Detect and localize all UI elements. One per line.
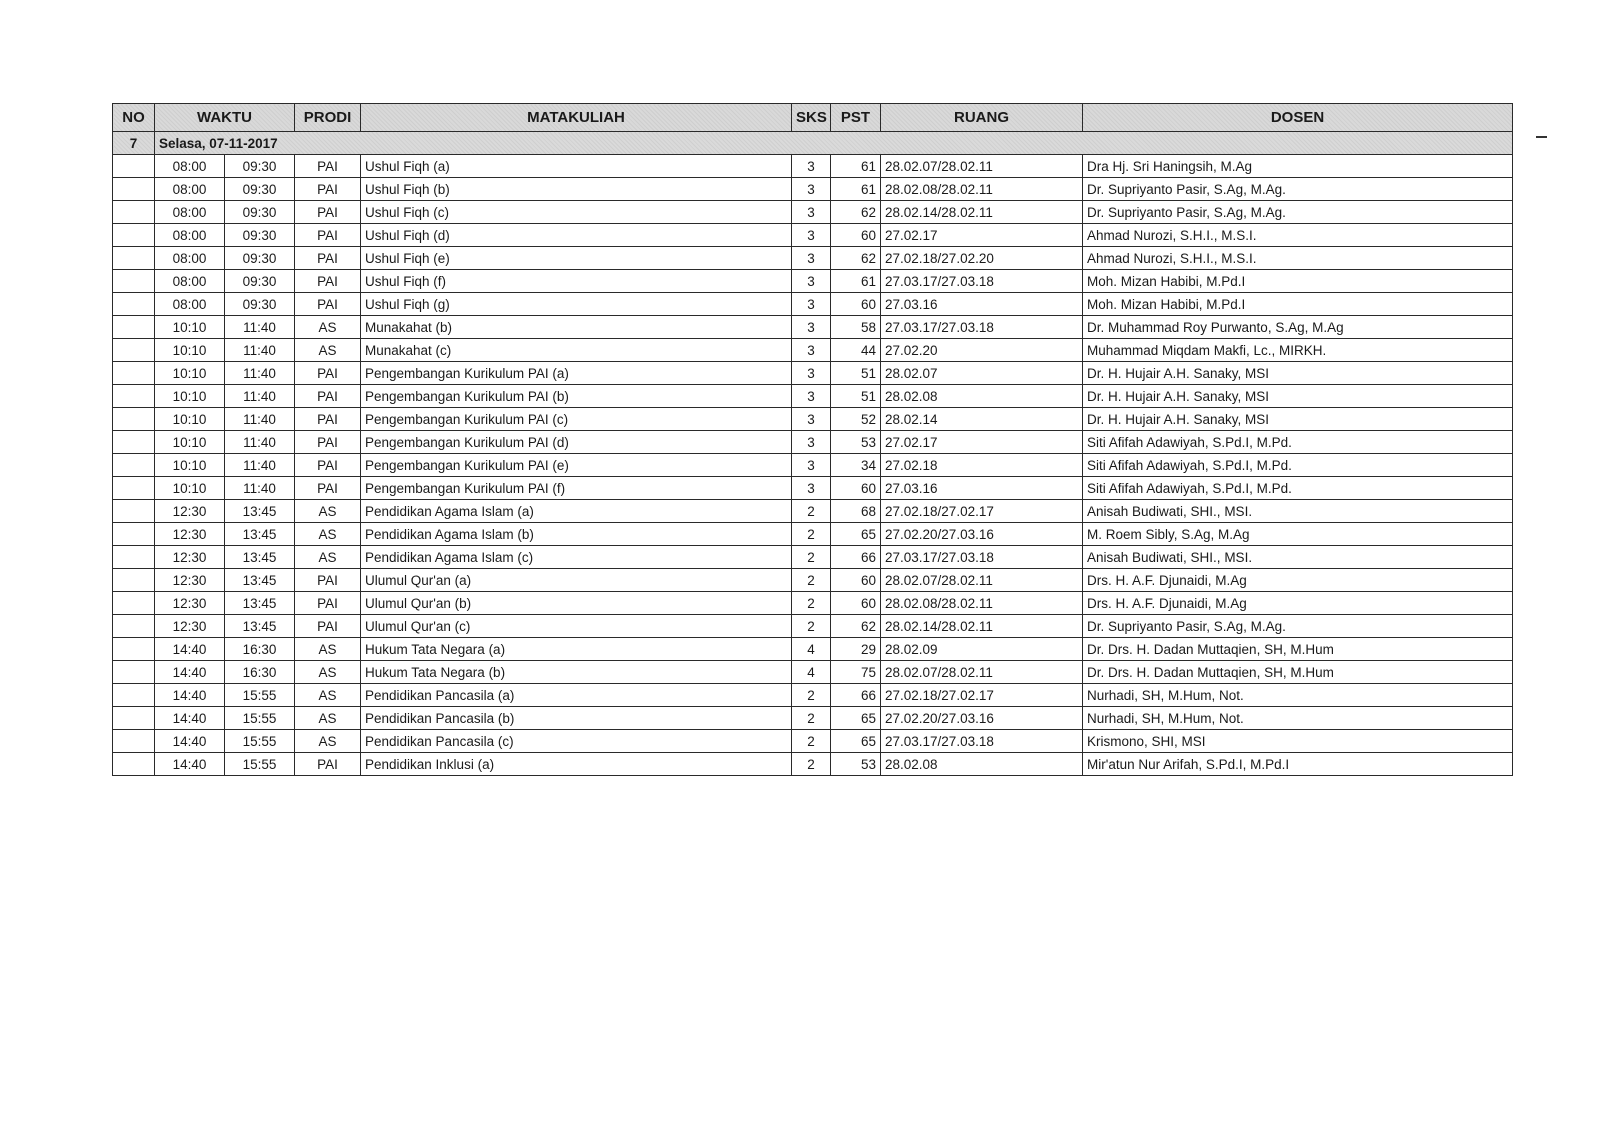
cell-end-time: 09:30 — [225, 270, 295, 293]
cell-matakuliah: Ushul Fiqh (c) — [361, 201, 792, 224]
cell-ruang: 27.03.17/27.03.18 — [881, 316, 1083, 339]
cell-end-time: 15:55 — [225, 707, 295, 730]
cell-sks: 3 — [792, 477, 831, 500]
cell-pst: 53 — [831, 753, 881, 776]
cell-dosen: M. Roem Sibly, S.Ag, M.Ag — [1083, 523, 1513, 546]
cell-start-time: 08:00 — [155, 293, 225, 316]
table-row — [113, 500, 1513, 523]
cell-end-time: 15:55 — [225, 684, 295, 707]
cell-prodi: PAI — [295, 592, 361, 615]
cell-pst: 61 — [831, 155, 881, 178]
table-row — [113, 316, 1513, 339]
cell-pst: 60 — [831, 477, 881, 500]
cell-dosen: Nurhadi, SH, M.Hum, Not. — [1083, 707, 1513, 730]
day-number: 7 — [113, 132, 155, 155]
cell-sks: 2 — [792, 615, 831, 638]
cell-dosen: Moh. Mizan Habibi, M.Pd.I — [1083, 270, 1513, 293]
day-row — [113, 132, 1513, 155]
cell-sks: 3 — [792, 431, 831, 454]
cell-pst: 29 — [831, 638, 881, 661]
cell-start-time: 08:00 — [155, 155, 225, 178]
cell-start-time: 08:00 — [155, 247, 225, 270]
cell-dosen: Anisah Budiwati, SHI., MSI. — [1083, 500, 1513, 523]
cell-prodi: PAI — [295, 615, 361, 638]
cell-dosen: Dr. Supriyanto Pasir, S.Ag, M.Ag. — [1083, 615, 1513, 638]
cell-matakuliah: Ushul Fiqh (e) — [361, 247, 792, 270]
cell-no — [113, 224, 155, 247]
cell-prodi: AS — [295, 523, 361, 546]
cell-pst: 61 — [831, 270, 881, 293]
cell-no — [113, 178, 155, 201]
cell-matakuliah: Ushul Fiqh (a) — [361, 155, 792, 178]
cell-pst: 60 — [831, 293, 881, 316]
cell-ruang: 27.02.20 — [881, 339, 1083, 362]
cell-end-time: 09:30 — [225, 247, 295, 270]
day-label: Selasa, 07-11-2017 — [155, 132, 1513, 155]
cell-sks: 2 — [792, 500, 831, 523]
cell-end-time: 09:30 — [225, 155, 295, 178]
cell-matakuliah: Pendidikan Pancasila (c) — [361, 730, 792, 753]
cell-ruang: 27.02.18/27.02.20 — [881, 247, 1083, 270]
cell-matakuliah: Pendidikan Pancasila (b) — [361, 707, 792, 730]
cell-pst: 65 — [831, 707, 881, 730]
cell-dosen: Siti Afifah Adawiyah, S.Pd.I, M.Pd. — [1083, 431, 1513, 454]
cell-no — [113, 638, 155, 661]
cell-ruang: 28.02.14 — [881, 408, 1083, 431]
table-row — [113, 431, 1513, 454]
cell-start-time: 14:40 — [155, 753, 225, 776]
cell-pst: 52 — [831, 408, 881, 431]
cell-ruang: 27.02.17 — [881, 224, 1083, 247]
header-matakuliah: MATAKULIAH — [361, 104, 792, 132]
cell-sks: 2 — [792, 753, 831, 776]
cell-dosen: Dr. Supriyanto Pasir, S.Ag, M.Ag. — [1083, 178, 1513, 201]
cell-matakuliah: Pendidikan Inklusi (a) — [361, 753, 792, 776]
cell-dosen: Drs. H. A.F. Djunaidi, M.Ag — [1083, 592, 1513, 615]
table-row — [113, 753, 1513, 776]
cell-matakuliah: Pengembangan Kurikulum PAI (c) — [361, 408, 792, 431]
table-row — [113, 385, 1513, 408]
cell-sks: 3 — [792, 201, 831, 224]
header-waktu: WAKTU — [155, 104, 295, 132]
cell-matakuliah: Pendidikan Agama Islam (a) — [361, 500, 792, 523]
cell-end-time: 15:55 — [225, 753, 295, 776]
cell-ruang: 27.02.18/27.02.17 — [881, 500, 1083, 523]
cell-no — [113, 615, 155, 638]
cell-dosen: Dr. H. Hujair A.H. Sanaky, MSI — [1083, 408, 1513, 431]
cell-pst: 44 — [831, 339, 881, 362]
cell-no — [113, 500, 155, 523]
cell-end-time: 15:55 — [225, 730, 295, 753]
cell-start-time: 14:40 — [155, 638, 225, 661]
cell-pst: 51 — [831, 362, 881, 385]
cell-end-time: 09:30 — [225, 224, 295, 247]
cell-no — [113, 293, 155, 316]
schedule-sheet — [112, 103, 1512, 776]
cell-dosen: Anisah Budiwati, SHI., MSI. — [1083, 546, 1513, 569]
cell-start-time: 10:10 — [155, 477, 225, 500]
table-row — [113, 362, 1513, 385]
table-row — [113, 523, 1513, 546]
cell-dosen: Dr. H. Hujair A.H. Sanaky, MSI — [1083, 385, 1513, 408]
cell-prodi: AS — [295, 730, 361, 753]
cell-prodi: AS — [295, 546, 361, 569]
cell-end-time: 09:30 — [225, 178, 295, 201]
cell-matakuliah: Pengembangan Kurikulum PAI (f) — [361, 477, 792, 500]
cell-start-time: 08:00 — [155, 270, 225, 293]
cell-dosen: Ahmad Nurozi, S.H.I., M.S.I. — [1083, 224, 1513, 247]
cell-sks: 3 — [792, 385, 831, 408]
cell-no — [113, 431, 155, 454]
cell-prodi: AS — [295, 684, 361, 707]
cell-ruang: 27.03.17/27.03.18 — [881, 546, 1083, 569]
table-row — [113, 615, 1513, 638]
cell-start-time: 10:10 — [155, 339, 225, 362]
cell-pst: 34 — [831, 454, 881, 477]
cell-prodi: PAI — [295, 477, 361, 500]
cell-dosen: Dr. Supriyanto Pasir, S.Ag, M.Ag. — [1083, 201, 1513, 224]
cell-no — [113, 707, 155, 730]
cell-prodi: AS — [295, 500, 361, 523]
cell-ruang: 28.02.07/28.02.11 — [881, 155, 1083, 178]
cell-end-time: 13:45 — [225, 546, 295, 569]
cell-ruang: 28.02.09 — [881, 638, 1083, 661]
cell-sks: 3 — [792, 339, 831, 362]
cell-prodi: PAI — [295, 247, 361, 270]
cell-pst: 53 — [831, 431, 881, 454]
cell-pst: 62 — [831, 615, 881, 638]
cell-sks: 3 — [792, 178, 831, 201]
cell-sks: 2 — [792, 523, 831, 546]
cell-pst: 68 — [831, 500, 881, 523]
cell-end-time: 16:30 — [225, 661, 295, 684]
margin-mark — [1536, 136, 1547, 138]
cell-start-time: 10:10 — [155, 316, 225, 339]
header-row — [113, 104, 1513, 132]
table-row — [113, 569, 1513, 592]
cell-no — [113, 523, 155, 546]
cell-dosen: Mir'atun Nur Arifah, S.Pd.I, M.Pd.I — [1083, 753, 1513, 776]
cell-pst: 58 — [831, 316, 881, 339]
cell-prodi: PAI — [295, 293, 361, 316]
cell-end-time: 11:40 — [225, 385, 295, 408]
cell-start-time: 10:10 — [155, 362, 225, 385]
cell-no — [113, 247, 155, 270]
cell-matakuliah: Pendidikan Agama Islam (b) — [361, 523, 792, 546]
cell-sks: 3 — [792, 362, 831, 385]
cell-end-time: 13:45 — [225, 569, 295, 592]
table-row — [113, 546, 1513, 569]
table-row — [113, 155, 1513, 178]
cell-matakuliah: Pengembangan Kurikulum PAI (d) — [361, 431, 792, 454]
cell-sks: 2 — [792, 707, 831, 730]
cell-ruang: 27.02.18/27.02.17 — [881, 684, 1083, 707]
cell-ruang: 28.02.08/28.02.11 — [881, 592, 1083, 615]
table-row — [113, 638, 1513, 661]
cell-start-time: 08:00 — [155, 224, 225, 247]
cell-sks: 3 — [792, 155, 831, 178]
cell-start-time: 12:30 — [155, 615, 225, 638]
cell-end-time: 09:30 — [225, 201, 295, 224]
cell-sks: 3 — [792, 454, 831, 477]
cell-prodi: PAI — [295, 178, 361, 201]
table-row — [113, 661, 1513, 684]
cell-sks: 2 — [792, 569, 831, 592]
cell-matakuliah: Pendidikan Pancasila (a) — [361, 684, 792, 707]
cell-no — [113, 270, 155, 293]
cell-prodi: AS — [295, 707, 361, 730]
cell-no — [113, 592, 155, 615]
cell-ruang: 28.02.07 — [881, 362, 1083, 385]
cell-dosen: Ahmad Nurozi, S.H.I., M.S.I. — [1083, 247, 1513, 270]
cell-pst: 62 — [831, 247, 881, 270]
cell-matakuliah: Pendidikan Agama Islam (c) — [361, 546, 792, 569]
cell-dosen: Moh. Mizan Habibi, M.Pd.I — [1083, 293, 1513, 316]
cell-ruang: 27.02.17 — [881, 431, 1083, 454]
header-dosen: DOSEN — [1083, 104, 1513, 132]
cell-start-time: 14:40 — [155, 684, 225, 707]
cell-pst: 61 — [831, 178, 881, 201]
schedule-body — [113, 132, 1513, 776]
cell-no — [113, 362, 155, 385]
cell-no — [113, 569, 155, 592]
cell-no — [113, 730, 155, 753]
cell-prodi: PAI — [295, 270, 361, 293]
cell-dosen: Dr. Drs. H. Dadan Muttaqien, SH, M.Hum — [1083, 661, 1513, 684]
cell-no — [113, 753, 155, 776]
table-row — [113, 224, 1513, 247]
cell-end-time: 11:40 — [225, 408, 295, 431]
cell-no — [113, 385, 155, 408]
cell-start-time: 14:40 — [155, 730, 225, 753]
cell-sks: 3 — [792, 247, 831, 270]
cell-dosen: Dra Hj. Sri Haningsih, M.Ag — [1083, 155, 1513, 178]
cell-ruang: 27.02.20/27.03.16 — [881, 707, 1083, 730]
cell-pst: 51 — [831, 385, 881, 408]
cell-prodi: PAI — [295, 155, 361, 178]
table-row — [113, 201, 1513, 224]
cell-end-time: 11:40 — [225, 454, 295, 477]
cell-matakuliah: Munakahat (b) — [361, 316, 792, 339]
cell-prodi: AS — [295, 661, 361, 684]
cell-pst: 60 — [831, 592, 881, 615]
cell-sks: 2 — [792, 730, 831, 753]
cell-matakuliah: Pengembangan Kurikulum PAI (a) — [361, 362, 792, 385]
cell-no — [113, 546, 155, 569]
cell-ruang: 28.02.07/28.02.11 — [881, 569, 1083, 592]
cell-matakuliah: Ulumul Qur'an (a) — [361, 569, 792, 592]
cell-prodi: PAI — [295, 408, 361, 431]
cell-ruang: 28.02.07/28.02.11 — [881, 661, 1083, 684]
cell-matakuliah: Ushul Fiqh (f) — [361, 270, 792, 293]
cell-ruang: 28.02.14/28.02.11 — [881, 201, 1083, 224]
cell-matakuliah: Ushul Fiqh (d) — [361, 224, 792, 247]
cell-prodi: PAI — [295, 224, 361, 247]
cell-end-time: 11:40 — [225, 431, 295, 454]
cell-matakuliah: Pengembangan Kurikulum PAI (e) — [361, 454, 792, 477]
header-ruang: RUANG — [881, 104, 1083, 132]
table-row — [113, 730, 1513, 753]
cell-sks: 2 — [792, 592, 831, 615]
cell-matakuliah: Ulumul Qur'an (b) — [361, 592, 792, 615]
cell-no — [113, 408, 155, 431]
cell-no — [113, 201, 155, 224]
cell-matakuliah: Munakahat (c) — [361, 339, 792, 362]
cell-matakuliah: Hukum Tata Negara (a) — [361, 638, 792, 661]
table-row — [113, 684, 1513, 707]
cell-start-time: 12:30 — [155, 500, 225, 523]
cell-prodi: PAI — [295, 753, 361, 776]
cell-start-time: 12:30 — [155, 523, 225, 546]
cell-start-time: 08:00 — [155, 178, 225, 201]
cell-start-time: 14:40 — [155, 707, 225, 730]
cell-pst: 60 — [831, 569, 881, 592]
cell-prodi: PAI — [295, 569, 361, 592]
cell-pst: 65 — [831, 730, 881, 753]
cell-dosen: Nurhadi, SH, M.Hum, Not. — [1083, 684, 1513, 707]
cell-sks: 3 — [792, 408, 831, 431]
cell-end-time: 13:45 — [225, 500, 295, 523]
cell-matakuliah: Pengembangan Kurikulum PAI (b) — [361, 385, 792, 408]
cell-ruang: 27.03.17/27.03.18 — [881, 730, 1083, 753]
table-row — [113, 293, 1513, 316]
cell-sks: 3 — [792, 316, 831, 339]
cell-no — [113, 339, 155, 362]
cell-prodi: AS — [295, 316, 361, 339]
cell-sks: 3 — [792, 224, 831, 247]
cell-pst: 62 — [831, 201, 881, 224]
cell-prodi: AS — [295, 339, 361, 362]
cell-sks: 4 — [792, 638, 831, 661]
cell-pst: 66 — [831, 684, 881, 707]
cell-prodi: PAI — [295, 454, 361, 477]
cell-pst: 60 — [831, 224, 881, 247]
table-row — [113, 339, 1513, 362]
header-prodi: PRODI — [295, 104, 361, 132]
cell-prodi: PAI — [295, 201, 361, 224]
cell-end-time: 16:30 — [225, 638, 295, 661]
cell-dosen: Dr. Drs. H. Dadan Muttaqien, SH, M.Hum — [1083, 638, 1513, 661]
cell-sks: 2 — [792, 546, 831, 569]
cell-ruang: 28.02.08 — [881, 753, 1083, 776]
schedule-table — [112, 103, 1513, 776]
cell-dosen: Drs. H. A.F. Djunaidi, M.Ag — [1083, 569, 1513, 592]
cell-no — [113, 684, 155, 707]
cell-start-time: 10:10 — [155, 385, 225, 408]
cell-start-time: 08:00 — [155, 201, 225, 224]
cell-sks: 2 — [792, 684, 831, 707]
cell-dosen: Dr. H. Hujair A.H. Sanaky, MSI — [1083, 362, 1513, 385]
cell-ruang: 27.03.16 — [881, 477, 1083, 500]
cell-dosen: Dr. Muhammad Roy Purwanto, S.Ag, M.Ag — [1083, 316, 1513, 339]
cell-ruang: 27.02.18 — [881, 454, 1083, 477]
cell-ruang: 28.02.14/28.02.11 — [881, 615, 1083, 638]
cell-prodi: PAI — [295, 431, 361, 454]
cell-end-time: 13:45 — [225, 615, 295, 638]
cell-pst: 66 — [831, 546, 881, 569]
cell-start-time: 10:10 — [155, 408, 225, 431]
cell-ruang: 27.02.20/27.03.16 — [881, 523, 1083, 546]
cell-ruang: 27.03.16 — [881, 293, 1083, 316]
table-row — [113, 454, 1513, 477]
cell-no — [113, 454, 155, 477]
table-row — [113, 178, 1513, 201]
cell-start-time: 12:30 — [155, 546, 225, 569]
cell-end-time: 11:40 — [225, 362, 295, 385]
cell-sks: 4 — [792, 661, 831, 684]
cell-end-time: 11:40 — [225, 316, 295, 339]
cell-start-time: 12:30 — [155, 569, 225, 592]
cell-dosen: Muhammad Miqdam Makfi, Lc., MIRKH. — [1083, 339, 1513, 362]
cell-no — [113, 661, 155, 684]
cell-prodi: PAI — [295, 385, 361, 408]
cell-sks: 3 — [792, 270, 831, 293]
cell-dosen: Siti Afifah Adawiyah, S.Pd.I, M.Pd. — [1083, 454, 1513, 477]
cell-ruang: 28.02.08 — [881, 385, 1083, 408]
cell-matakuliah: Ushul Fiqh (g) — [361, 293, 792, 316]
cell-end-time: 09:30 — [225, 293, 295, 316]
table-row — [113, 477, 1513, 500]
table-row — [113, 408, 1513, 431]
cell-end-time: 11:40 — [225, 477, 295, 500]
cell-dosen: Krismono, SHI, MSI — [1083, 730, 1513, 753]
cell-matakuliah: Ushul Fiqh (b) — [361, 178, 792, 201]
cell-matakuliah: Hukum Tata Negara (b) — [361, 661, 792, 684]
cell-sks: 3 — [792, 293, 831, 316]
table-row — [113, 592, 1513, 615]
cell-dosen: Siti Afifah Adawiyah, S.Pd.I, M.Pd. — [1083, 477, 1513, 500]
cell-no — [113, 477, 155, 500]
cell-end-time: 13:45 — [225, 592, 295, 615]
cell-pst: 75 — [831, 661, 881, 684]
cell-ruang: 27.03.17/27.03.18 — [881, 270, 1083, 293]
header-pst: PST — [831, 104, 881, 132]
cell-start-time: 10:10 — [155, 431, 225, 454]
cell-start-time: 12:30 — [155, 592, 225, 615]
cell-matakuliah: Ulumul Qur'an (c) — [361, 615, 792, 638]
cell-start-time: 14:40 — [155, 661, 225, 684]
cell-prodi: PAI — [295, 362, 361, 385]
cell-no — [113, 316, 155, 339]
cell-end-time: 11:40 — [225, 339, 295, 362]
cell-end-time: 13:45 — [225, 523, 295, 546]
cell-no — [113, 155, 155, 178]
cell-pst: 65 — [831, 523, 881, 546]
header-no: NO — [113, 104, 155, 132]
table-row — [113, 707, 1513, 730]
header-sks: SKS — [792, 104, 831, 132]
table-row — [113, 270, 1513, 293]
cell-ruang: 28.02.08/28.02.11 — [881, 178, 1083, 201]
cell-start-time: 10:10 — [155, 454, 225, 477]
table-row — [113, 247, 1513, 270]
cell-prodi: AS — [295, 638, 361, 661]
